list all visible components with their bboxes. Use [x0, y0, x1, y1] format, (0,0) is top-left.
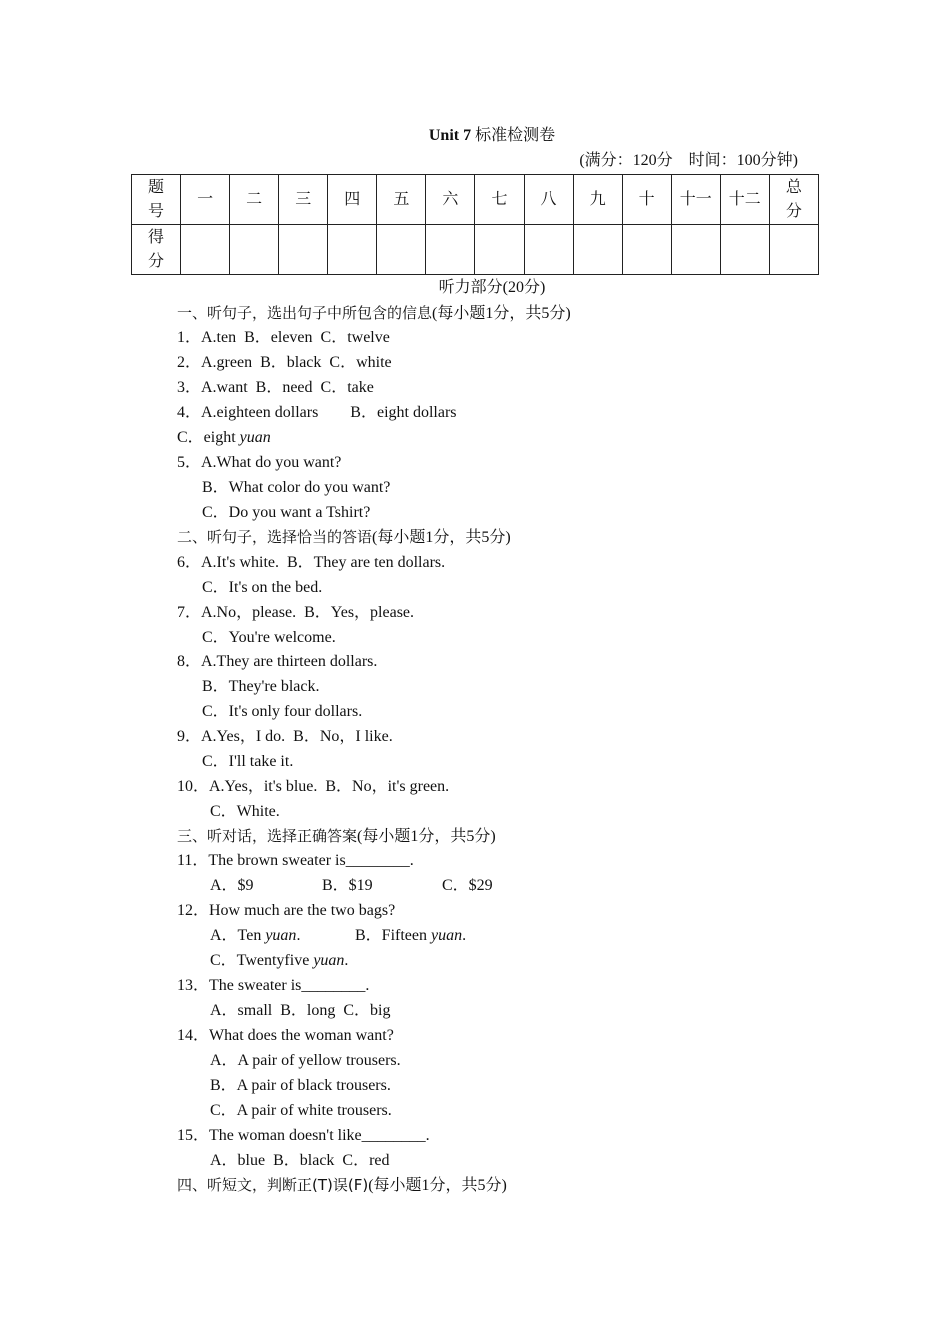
- header-col-6: 六: [426, 175, 475, 225]
- question-6-option-c: C．It's on the bed.: [202, 579, 323, 596]
- question-7-option-c: C．You're welcome.: [202, 629, 336, 646]
- question-1: 1．A.ten B．eleven C．twelve: [177, 329, 390, 346]
- header-col-4: 四: [328, 175, 377, 225]
- score-cell[interactable]: [230, 225, 279, 275]
- question-10-option-c: C．White.: [210, 803, 280, 820]
- header-col-3: 三: [279, 175, 328, 225]
- question-10: 10．A.Yes，it's blue. B．No，it's green.: [177, 778, 450, 795]
- question-15-options: A．blue B．black C．red: [210, 1152, 390, 1169]
- question-2: 2．A.green B．black C．white: [177, 354, 392, 371]
- question-14-option-b: B．A pair of black trousers.: [210, 1077, 391, 1094]
- question-5-option-c: C．Do you want a Tshirt?: [202, 504, 371, 521]
- section-2-heading: 二、听句子，选择恰当的答语(每小题1分，共5分): [177, 528, 511, 546]
- page-title: [0, 126, 950, 146]
- score-cell[interactable]: [181, 225, 230, 275]
- header-col-9: 九: [573, 175, 622, 225]
- score-table: [131, 174, 819, 275]
- question-11-option-b: B．$19: [322, 877, 373, 894]
- listening-part-title: 听力部分(20分): [438, 279, 546, 296]
- question-12: 12．How much are the two bags?: [177, 902, 396, 919]
- question-12-option-c: C．Twentyfive yuan.: [210, 952, 349, 969]
- question-14-option-a: A．A pair of yellow trousers.: [210, 1052, 401, 1069]
- section-1-heading: 一、听句子，选出句子中所包含的信息(每小题1分，共5分): [177, 304, 571, 322]
- header-col-2: 二: [230, 175, 279, 225]
- score-cell[interactable]: [426, 225, 475, 275]
- question-5-option-b: B．What color do you want?: [202, 479, 391, 496]
- question-8: 8．A.They are thirteen dollars.: [177, 653, 378, 670]
- question-13-options: A．small B．long C．big: [210, 1002, 391, 1019]
- question-8-option-b: B．They're black.: [202, 678, 320, 695]
- score-cell[interactable]: [671, 225, 720, 275]
- question-9: 9．A.Yes，I do. B．No，I like.: [177, 728, 393, 745]
- question-12-option-b: B．Fifteen yuan.: [355, 927, 467, 944]
- header-col-7: 七: [475, 175, 524, 225]
- score-table-header-row: [132, 175, 819, 225]
- header-total-cell: 总 分: [769, 175, 818, 225]
- header-col-1: 一: [181, 175, 230, 225]
- score-time-info: (满分：120分 时间：100分钟): [579, 152, 798, 169]
- question-6: 6．A.It's white. B．They are ten dollars.: [177, 554, 446, 571]
- score-cell[interactable]: [377, 225, 426, 275]
- question-11-option-c: C．$29: [442, 877, 493, 894]
- section-3-heading: 三、听对话，选择正确答案(每小题1分，共5分): [177, 827, 496, 845]
- score-total-cell[interactable]: [769, 225, 818, 275]
- question-13: 13．The sweater is________.: [177, 977, 370, 994]
- section-4-heading: 四、听短文，判断正(T)误(F)(每小题1分，共5分): [177, 1176, 507, 1194]
- score-cell[interactable]: [622, 225, 671, 275]
- question-14: 14．What does the woman want?: [177, 1027, 394, 1044]
- header-col-10: 十: [622, 175, 671, 225]
- score-cell[interactable]: [524, 225, 573, 275]
- header-col-12: 十二: [720, 175, 769, 225]
- question-14-option-c: C．A pair of white trousers.: [210, 1102, 392, 1119]
- score-label-cell: 得 分: [132, 225, 181, 275]
- question-8-option-c: C．It's only four dollars.: [202, 703, 363, 720]
- question-4-option-c: C．eight yuan: [177, 429, 271, 446]
- header-col-5: 五: [377, 175, 426, 225]
- question-9-option-c: C．I'll take it.: [202, 753, 294, 770]
- score-table-score-row: [132, 225, 819, 275]
- header-col-11: 十一: [671, 175, 720, 225]
- title-unit: Unit 7: [428, 127, 472, 144]
- score-cell[interactable]: [720, 225, 769, 275]
- score-cell[interactable]: [573, 225, 622, 275]
- question-15: 15．The woman doesn't like________.: [177, 1127, 430, 1144]
- question-11: 11．The brown sweater is________.: [177, 852, 414, 869]
- question-7: 7．A.No，please. B．Yes，please.: [177, 604, 415, 621]
- question-3: 3．A.want B．need C．take: [177, 379, 374, 396]
- question-11-option-a: A．$9: [210, 877, 254, 894]
- question-12-option-a: A．Ten yuan.: [210, 927, 301, 944]
- header-col-8: 八: [524, 175, 573, 225]
- question-4: 4．A.eighteen dollars B．eight dollars: [177, 404, 457, 421]
- header-label-cell: 题 号: [132, 175, 181, 225]
- score-cell[interactable]: [279, 225, 328, 275]
- score-cell[interactable]: [475, 225, 524, 275]
- question-5: 5．A.What do you want?: [177, 454, 342, 471]
- score-cell[interactable]: [328, 225, 377, 275]
- title-text: 标准检测卷: [475, 127, 556, 144]
